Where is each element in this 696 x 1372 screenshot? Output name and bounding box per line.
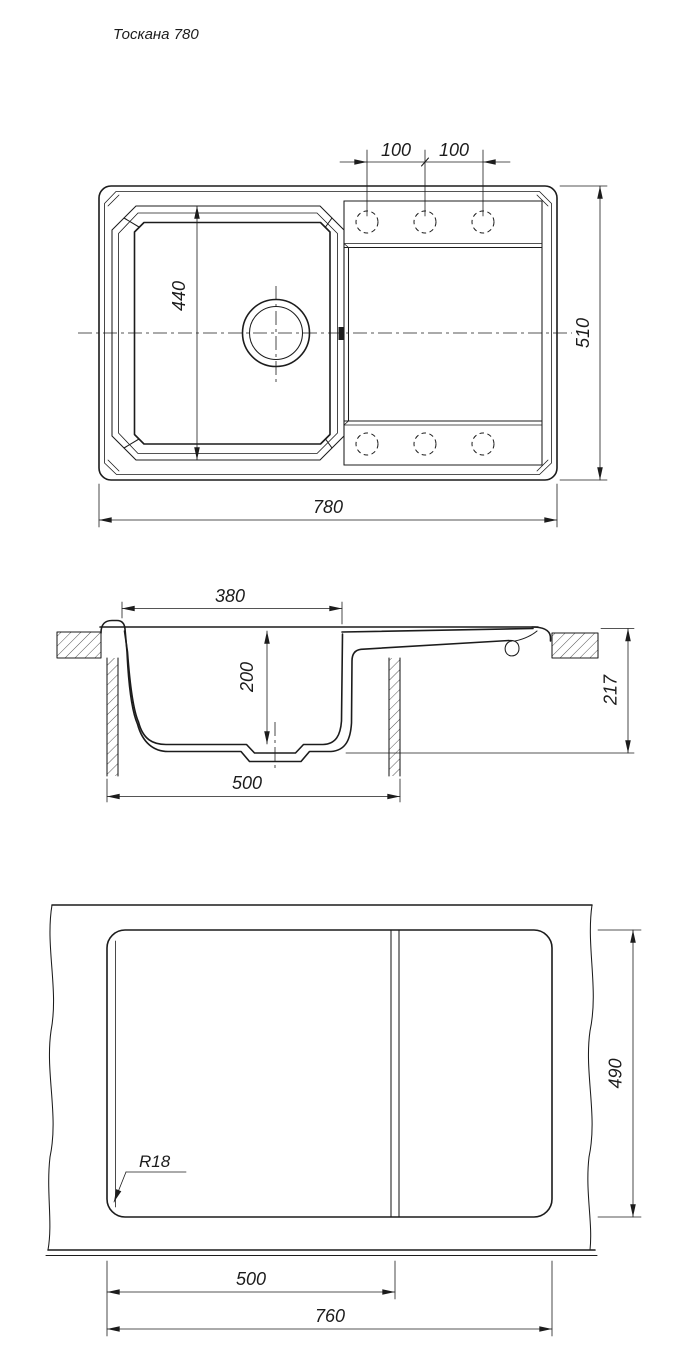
dimension-bowl-top-width: [122, 586, 342, 624]
dim-label-500-cutout: 500: [235, 1269, 267, 1289]
cabinet-panel-right: [389, 658, 400, 776]
cutout-outline: [107, 930, 552, 1217]
dim-label-510: 510: [573, 317, 593, 349]
wing-deck-line: [342, 629, 533, 633]
wing-edge-to-rim: [515, 631, 537, 641]
dimension-cutout-depth: [598, 930, 641, 1217]
dimension-overall-depth: [560, 186, 607, 480]
dimension-bowl-depth: [237, 631, 267, 744]
drawing-title: Тоскана 780: [113, 26, 199, 43]
dim-label-200: 200: [237, 661, 257, 693]
dim-label-760: 760: [314, 1306, 346, 1326]
cabinet-panel-left: [107, 658, 118, 776]
bowl-divider-line: [391, 930, 399, 1217]
cutout-view: [46, 905, 641, 1336]
countertop-panel: [46, 905, 597, 1256]
bowl-inner-profile: [125, 631, 343, 753]
dim-label-440: 440: [169, 280, 189, 312]
dim-label-490: 490: [605, 1058, 626, 1089]
top-view: [78, 140, 607, 527]
dim-label-500-section: 500: [231, 773, 263, 793]
radius-callout: [114, 1152, 186, 1202]
dimension-overall-width: [99, 484, 557, 527]
dimension-bowl-bottom-width: [107, 773, 400, 802]
break-line-right: [588, 905, 593, 1250]
countertop-left-section: [57, 632, 101, 658]
dim-label-r18: R18: [139, 1152, 171, 1171]
dim-label-100-right: 100: [438, 140, 470, 160]
break-line-left: [48, 905, 54, 1250]
dimension-bowl-section-width: [107, 1261, 395, 1336]
rim-right-curl: [532, 627, 551, 641]
dim-label-380: 380: [214, 586, 246, 606]
section-view: [57, 586, 634, 802]
dim-label-100-left: 100: [380, 140, 412, 160]
drip-groove: [505, 640, 519, 655]
countertop-right-section: [552, 633, 598, 658]
dim-label-217: 217: [600, 674, 621, 706]
dimension-hole-spacing: [340, 140, 510, 216]
dimension-cutout-width: [107, 1261, 552, 1336]
dim-label-780: 780: [312, 497, 344, 517]
bowl-outer-profile: [101, 621, 509, 762]
